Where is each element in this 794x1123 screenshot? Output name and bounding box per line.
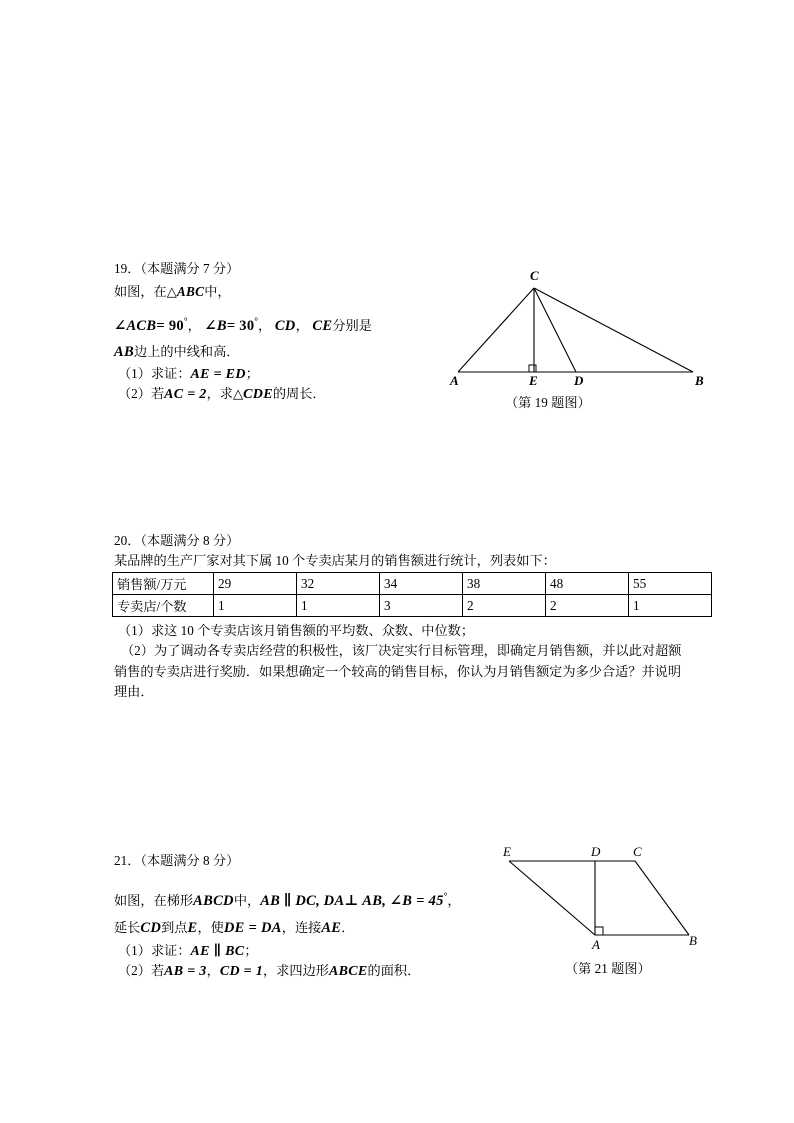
figure-19-label-a: A — [450, 373, 459, 388]
problem-21-line-2-tail: ． — [341, 920, 355, 935]
figure-21-trapezoid — [495, 845, 705, 955]
problem-21-sub-2-prefix: （2）若 — [118, 963, 165, 978]
figure-21-svg — [495, 845, 705, 955]
problem-19-sub-1-prefix: （1）求证： — [118, 366, 191, 381]
count-cell-1: 1 — [214, 595, 297, 617]
problem-20-sub-1: （1）求这 10 个专卖店该月销售额的平均数、众数、中位数； — [118, 623, 475, 638]
problem-19-line-1-head: 如图，在△ — [114, 284, 177, 299]
problem-21-sub-1 — [118, 941, 258, 962]
problem-21-line-1-mid: 中， — [233, 892, 261, 908]
segment-ae-21: AE — [321, 920, 342, 936]
sep-2: ， — [258, 317, 272, 333]
problem-21-sub-2-tail: 的面积． — [367, 963, 421, 978]
problem-19-line-3 — [114, 341, 239, 363]
degree-symbol-3: ° — [443, 891, 448, 901]
problem-19-number: 19．（本题满分 7 分） — [114, 261, 240, 276]
problem-19-line-1-tail: 中， — [204, 284, 231, 299]
problem-19-line-1 — [114, 282, 231, 302]
angle-b-value: = 30 — [226, 317, 255, 334]
problem-19-sub-2-math: AC = 2 — [164, 387, 207, 402]
problem-19-sub-1-tail: ； — [245, 366, 259, 381]
problem-21-line-1 — [114, 885, 461, 912]
problem-21-number: 21．（本题满分 8 分） — [114, 853, 240, 868]
table-row-sales — [113, 573, 712, 595]
sales-cell-1: 29 — [214, 573, 297, 595]
figure-19-triangle — [440, 260, 710, 388]
problem-20-sub-2: （2）为了调动各专卖店经营的积极性，该厂决定实行目标管理，即确定月销售额，并以此对超额销售的专卖店进行奖励．如果想确定一个较高的销售目标，你认为月销售额定为多少合适？并说明理由． — [114, 643, 682, 699]
problem-19-line-3-tail: 边上的中线和高． — [133, 344, 240, 359]
problem-21-sub-2-math-2: CD = 1 — [219, 964, 264, 979]
figure-19-label-c: C — [530, 268, 539, 283]
problem-21-line-2-mid: 到点 — [161, 920, 188, 935]
sales-statistics-table — [112, 572, 712, 617]
problem-19-sub-1-math: AE = ED — [190, 367, 246, 382]
angle-b: ∠B — [204, 317, 227, 334]
sales-cell-2: 32 — [297, 573, 380, 595]
problem-21-line-1-prefix: 如图，在梯形 — [114, 892, 194, 908]
segment-dc-21: DC, — [295, 892, 321, 909]
figure-19-svg — [440, 260, 710, 385]
figure-19-caption: （第 19 题图） — [505, 395, 591, 410]
de-equals-da: DE = DA — [223, 920, 282, 936]
figure-19-label-e: E — [529, 373, 538, 388]
sep-3: ， — [295, 317, 309, 333]
count-cell-4: 2 — [463, 595, 546, 617]
problem-21-sub-2-mid: ， — [206, 963, 220, 978]
problem-21-sub-2-mid-2: ，求四边形 — [263, 963, 329, 978]
figure-21-label-c: C — [633, 844, 642, 859]
parallel-symbol-1: ∥ — [283, 892, 292, 909]
problem-19-conditions — [114, 310, 372, 337]
problem-19-sub-1 — [118, 364, 259, 385]
angle-acb: ∠ACB — [114, 317, 157, 334]
problem-19-triangle-abc: ABC — [176, 284, 205, 299]
count-cell-5: 2 — [546, 595, 629, 617]
segment-ab-perp: AB, — [362, 892, 387, 909]
sales-cell-4: 38 — [463, 573, 546, 595]
problem-21-sub-1-prefix: （1）求证： — [118, 943, 191, 958]
problem-21-sub-1-math: AE ∥ BC — [190, 944, 245, 959]
segment-ce: CE — [312, 317, 333, 334]
problem-19-sub-2-tail: 的周长． — [272, 386, 326, 401]
figure-21-label-a: A — [592, 937, 600, 952]
trapezoid-abcd: ABCD — [193, 892, 234, 909]
problem-21-line-2-prefix: 延长 — [114, 920, 141, 935]
segment-ab: AB — [114, 344, 134, 360]
degree-symbol-1: ° — [183, 316, 188, 326]
figure-21-label-b: B — [689, 933, 697, 948]
degree-symbol-2: ° — [254, 316, 259, 326]
quadrilateral-abce: ABCE — [328, 964, 368, 979]
problem-20-stem: 某品牌的生产厂家对其下属 10 个专卖店某月的销售额进行统计，列表如下： — [114, 553, 556, 568]
segment-da-perp: DA⊥ — [323, 892, 359, 909]
count-cell-6: 1 — [629, 595, 712, 617]
problem-21-sub-2-math: AB = 3 — [164, 964, 207, 979]
conditions-tail: 分别是 — [332, 317, 372, 333]
figure-21-label-d: D — [591, 844, 601, 859]
point-e-21: E — [187, 920, 198, 936]
sales-cell-6: 55 — [629, 573, 712, 595]
triangle-cde: CDE — [243, 387, 273, 402]
sep-1: ， — [187, 317, 201, 333]
angle-b-21: ∠B = 45 — [389, 892, 444, 909]
count-cell-2: 1 — [297, 595, 380, 617]
figure-21-label-e: E — [503, 844, 511, 859]
problem-21-sub-2 — [118, 961, 420, 982]
segment-cd-21: CD — [140, 920, 162, 936]
figure-19-label-b: B — [695, 373, 704, 388]
problem-21-line-2-mid-2: ，使 — [197, 920, 224, 935]
segment-ab-21: AB — [260, 892, 281, 909]
problem-21-sub-1-tail: ； — [244, 943, 258, 958]
problem-20-number: 20．（本题满分 8 分） — [114, 533, 240, 548]
angle-acb-value: = 90 — [156, 317, 184, 334]
table-row-counts — [113, 595, 712, 617]
problem-19-sub-2-prefix: （2）若 — [118, 386, 165, 401]
row-header-sales: 销售额/万元 — [113, 573, 214, 595]
count-cell-3: 3 — [380, 595, 463, 617]
sales-cell-3: 34 — [380, 573, 463, 595]
figure-21-caption: （第 21 题图） — [565, 961, 651, 976]
segment-cd: CD — [274, 317, 296, 334]
problem-19-sub-2 — [118, 384, 326, 405]
figure-19-label-d: D — [574, 373, 584, 388]
row-header-counts: 专卖店/个数 — [113, 595, 214, 617]
problem-19-sub-2-mid: ，求△ — [206, 386, 244, 401]
problem-21-line-2-mid-3: ，连接 — [281, 920, 322, 935]
problem-21-line-1-tail: ， — [447, 892, 461, 908]
sales-cell-5: 48 — [546, 573, 629, 595]
problem-21-line-2 — [114, 917, 354, 939]
